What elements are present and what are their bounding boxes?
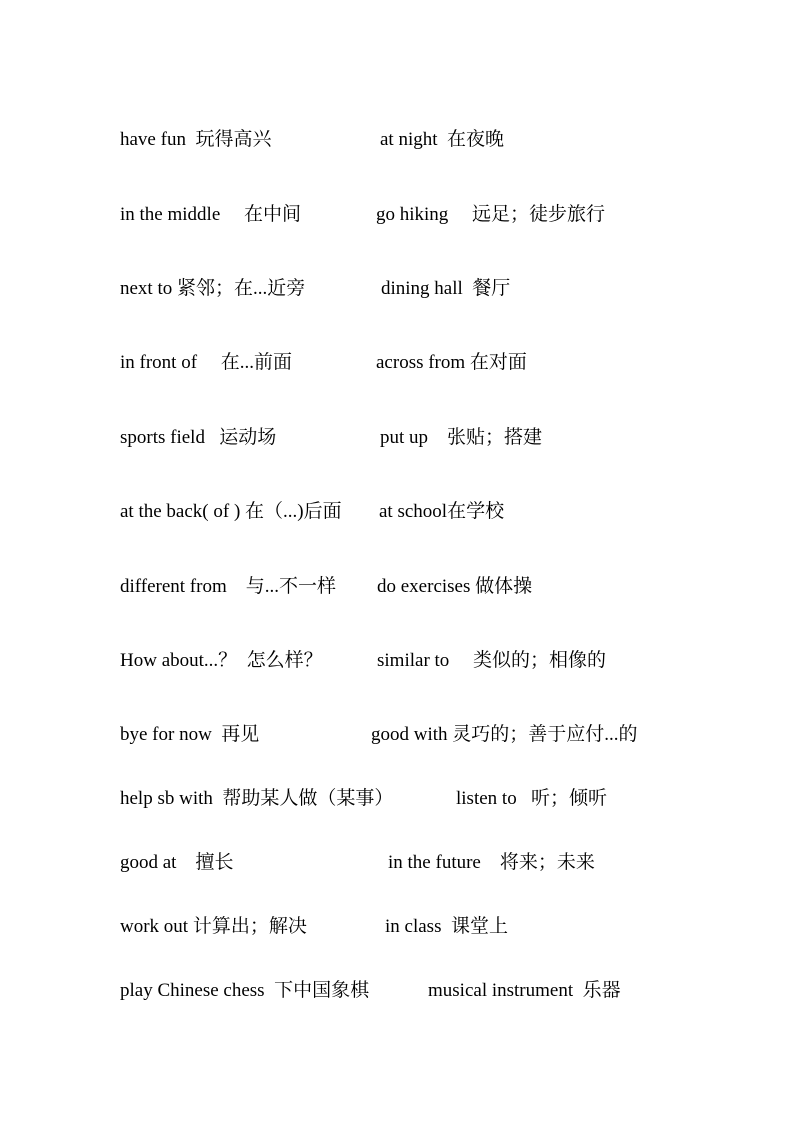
- vocab-right: musical instrument 乐器: [428, 980, 621, 1001]
- vocab-row: [0, 648, 794, 674]
- vocab-right: listen to 听；倾听: [456, 788, 607, 809]
- vocab-right: good with 灵巧的；善于应付...的: [371, 724, 638, 745]
- vocab-row: [0, 127, 794, 153]
- vocab-left: next to 紧邻；在...近旁: [120, 278, 306, 299]
- vocab-left: good at 擅长: [120, 852, 234, 873]
- vocab-left: different from 与...不一样: [120, 576, 336, 597]
- vocab-row: [0, 850, 794, 876]
- vocab-right: do exercises 做体操: [377, 576, 533, 597]
- vocab-left: in the middle 在中间: [120, 204, 302, 225]
- vocab-row: [0, 914, 794, 940]
- vocab-row: [0, 786, 794, 812]
- vocab-row: [0, 202, 794, 228]
- vocab-row: [0, 425, 794, 451]
- vocab-left: have fun 玩得高兴: [120, 129, 272, 150]
- vocab-left: How about...？ 怎么样？: [120, 650, 323, 671]
- vocab-left: in front of 在...前面: [120, 352, 293, 373]
- vocab-right: across from 在对面: [376, 352, 527, 373]
- vocab-left: work out 计算出；解决: [120, 916, 307, 937]
- vocab-row: [0, 574, 794, 600]
- vocab-left: play Chinese chess 下中国象棋: [120, 980, 370, 1001]
- vocab-left: help sb with 帮助某人做（某事）: [120, 788, 394, 809]
- vocab-right: dining hall 餐厅: [381, 278, 511, 299]
- vocab-right: put up 张贴；搭建: [380, 427, 543, 448]
- vocab-row: [0, 276, 794, 302]
- vocab-right: in the future 将来；未来: [388, 852, 595, 873]
- vocab-left: at the back( of ) 在（...)后面: [120, 501, 342, 522]
- vocab-row: [0, 978, 794, 1004]
- vocab-left: bye for now 再见: [120, 724, 260, 745]
- vocab-right: at school在学校: [379, 501, 505, 522]
- vocab-left: sports field 运动场: [120, 427, 277, 448]
- vocab-right: at night 在夜晚: [380, 129, 505, 150]
- vocab-row: [0, 499, 794, 525]
- vocab-row: [0, 350, 794, 376]
- vocab-row: [0, 722, 794, 748]
- vocab-right: go hiking 远足；徒步旅行: [376, 204, 606, 225]
- vocab-right: similar to 类似的；相像的: [377, 650, 607, 671]
- vocab-right: in class 课堂上: [385, 916, 508, 937]
